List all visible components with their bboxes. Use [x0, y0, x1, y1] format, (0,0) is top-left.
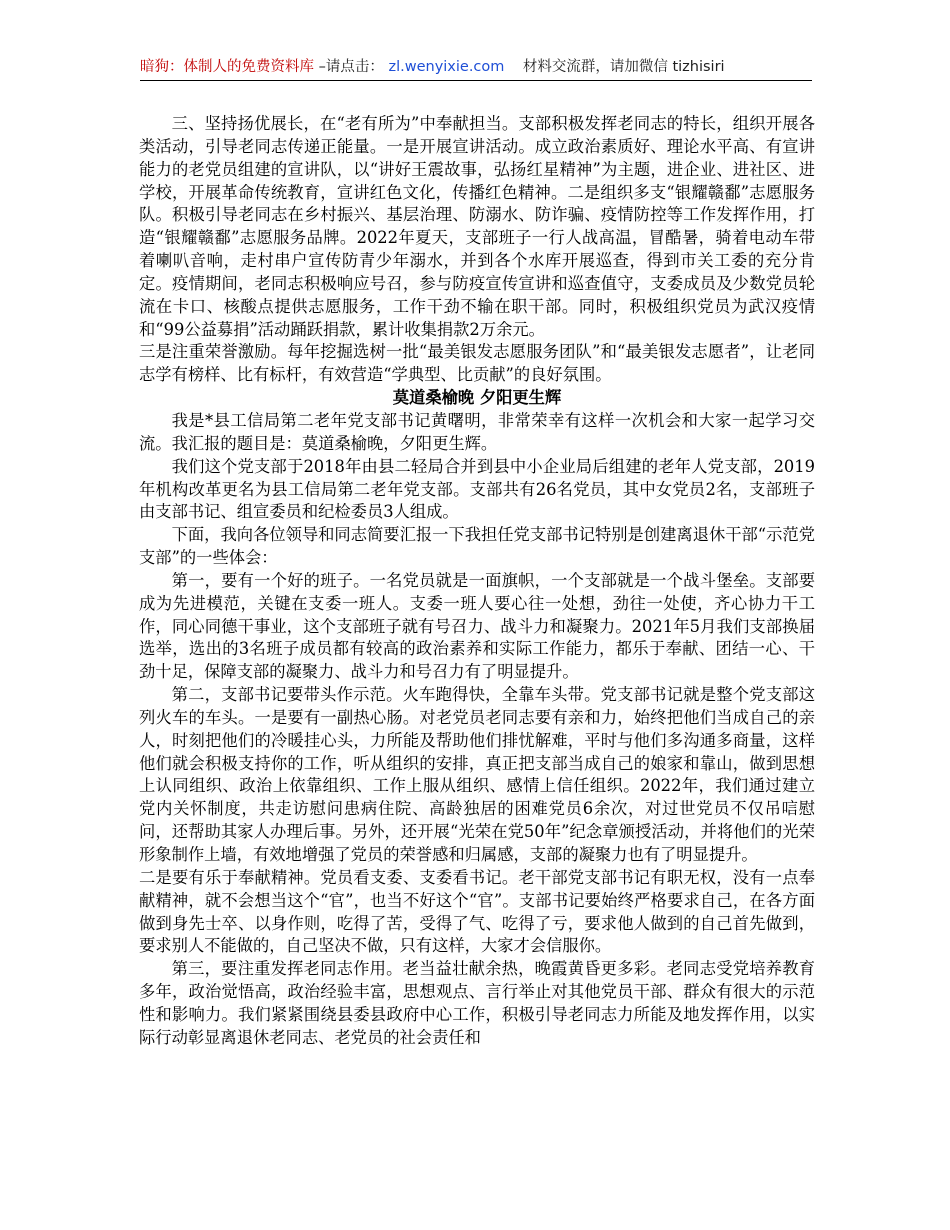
paragraph-1: 三、坚持扬优展长，在“老有所为”中奉献担当。支部积极发挥老同志的特长，组织开展各类活动，引导老同志传递正能量。一是开展宣讲活动。成立政治素质好、理论水平高、有宣讲能力的老党员组建的宣讲队，以“讲好王震故事，弘扬红星精神”为主题，进企业、进社区、进学校，开展革命传统教育，宣讲红色文化，传播红色精神。二是组织多支“银耀赣鄱”志愿服务队。积极引导老同志在乡村振兴、基层治理、防溺水、防诈骗、疫情防控等工作发挥作用，打造“银耀赣鄱”志愿服务品牌。2022年夏天，支部班子一行人战高温，冒酷暑，骑着电动车带着喇叭音响，走村串户宣传防青少年溺水，并到各个水库开展巡查，得到市关工委的充分肯定。疫情期间，老同志积极响应号召，参与防疫宣传宣讲和巡查值守，支委成员及少数党员轮流在卡口、核酸点提供志愿服务，工作干劲不输在职干部。同时，积极组织党员为武汉疫情和“99公益募捐”活动踊跃捐款，累计收集捐款2万余元。	[139, 114, 815, 339]
paragraph-9: 第三，要注重发挥老同志作用。老当益壮献余热，晚霞黄昏更多彩。老同志受党培养教育多年，政治觉悟高，政治经验丰富，思想观点、言行举止对其他党员干部、群众有很大的示范性和影响力。我们紧紧围绕县委县政府中心工作，积极引导老同志力所能及地发挥作用，以实际行动彰显离退休老同志、老党员的社会责任和	[139, 959, 815, 1047]
paragraph-2: 三是注重荣誉激励。每年挖掘选树一批“最美银发志愿服务团队”和“最美银发志愿者”，让老同志学有榜样、比有标杆，有效营造“学典型、比贡献”的良好氛围。	[139, 342, 815, 385]
section-title: 莫道桑榆晚 夕阳更生辉	[392, 388, 562, 408]
page-header	[140, 56, 812, 81]
document-body	[139, 113, 815, 1050]
header-dash-text: –请点击：	[318, 59, 384, 75]
header-site-link[interactable]: zl.wenyixie.com	[388, 59, 505, 75]
paragraph-4: 我们这个党支部于2018年由县二轻局合并到县中小企业局后组建的老年人党支部，2019年机构改革更名为县工信局第二老年党支部。支部共有26名党员，其中女党员2名，支部班子由支部书记、组宣委员和纪检委员3人组成。	[139, 456, 815, 522]
header-contact: 材料交流群，请加微信 tizhisiri	[522, 59, 725, 75]
paragraph-3: 我是*县工信局第二老年党支部书记黄曙明，非常荣幸有这样一次机会和大家一起学习交流。我汇报的题目是：莫道桑榆晚，夕阳更生辉。	[139, 410, 815, 453]
paragraph-6: 第一，要有一个好的班子。一名党员就是一面旗帜，一个支部就是一个战斗堡垒。支部要成为先进模范，关键在支委一班人。支委一班人要心往一处想，劲往一处使，齐心协力干工作，同心同德干事业，这个支部班子就有号召力、战斗力和凝聚力。2021年5月我们支部换届选举，选出的3名班子成员都有较高的政治素养和实际工作能力，都乐于奉献、团结一心、干劲十足，保障支部的凝聚力、战斗力和号召力有了明显提升。	[139, 570, 815, 682]
paragraph-8: 二是要有乐于奉献精神。党员看支委、支委看书记。老干部党支部书记有职无权，没有一点奉献精神，就不会想当这个“官”，也当不好这个“官”。支部书记要始终严格要求自己，在各方面做到身先士卒、以身作则，吃得了苦，受得了气、吃得了亏，要求他人做到的自己首先做到，要求别人不能做的，自己坚决不做，只有这样，大家才会信服你。	[139, 867, 815, 956]
paragraph-5: 下面，我向各位领导和同志简要汇报一下我担任党支部书记特别是创建离退休干部“示范党支部”的一些体会：	[139, 525, 815, 568]
paragraph-7: 第二，支部书记要带头作示范。火车跑得快，全靠车头带。党支部书记就是整个党支部这列火车的车头。一是要有一副热心肠。对老党员老同志要有亲和力，始终把他们当成自己的亲人，时刻把他们的冷暖挂心头，力所能及帮助他们排忧解难，平时与他们多沟通多商量，这样他们就会积极支持你的工作，听从组织的安排，真正把支部当成自己的娘家和靠山，做到思想上认同组织、政治上依靠组织、工作上服从组织、感情上信任组织。2022年，我们通过建立党内关怀制度，共走访慰问患病住院、高龄独居的困难党员6余次，对过世党员不仅吊唁慰问，还帮助其家人办理后事。另外，还开展“光荣在党50年”纪念章颁授活动，并将他们的光荣形象制作上墙，有效地增强了党员的荣誉感和归属感，支部的凝聚力也有了明显提升。	[139, 685, 815, 864]
header-brand: 暗狗：体制人的免费资料库	[140, 59, 314, 75]
